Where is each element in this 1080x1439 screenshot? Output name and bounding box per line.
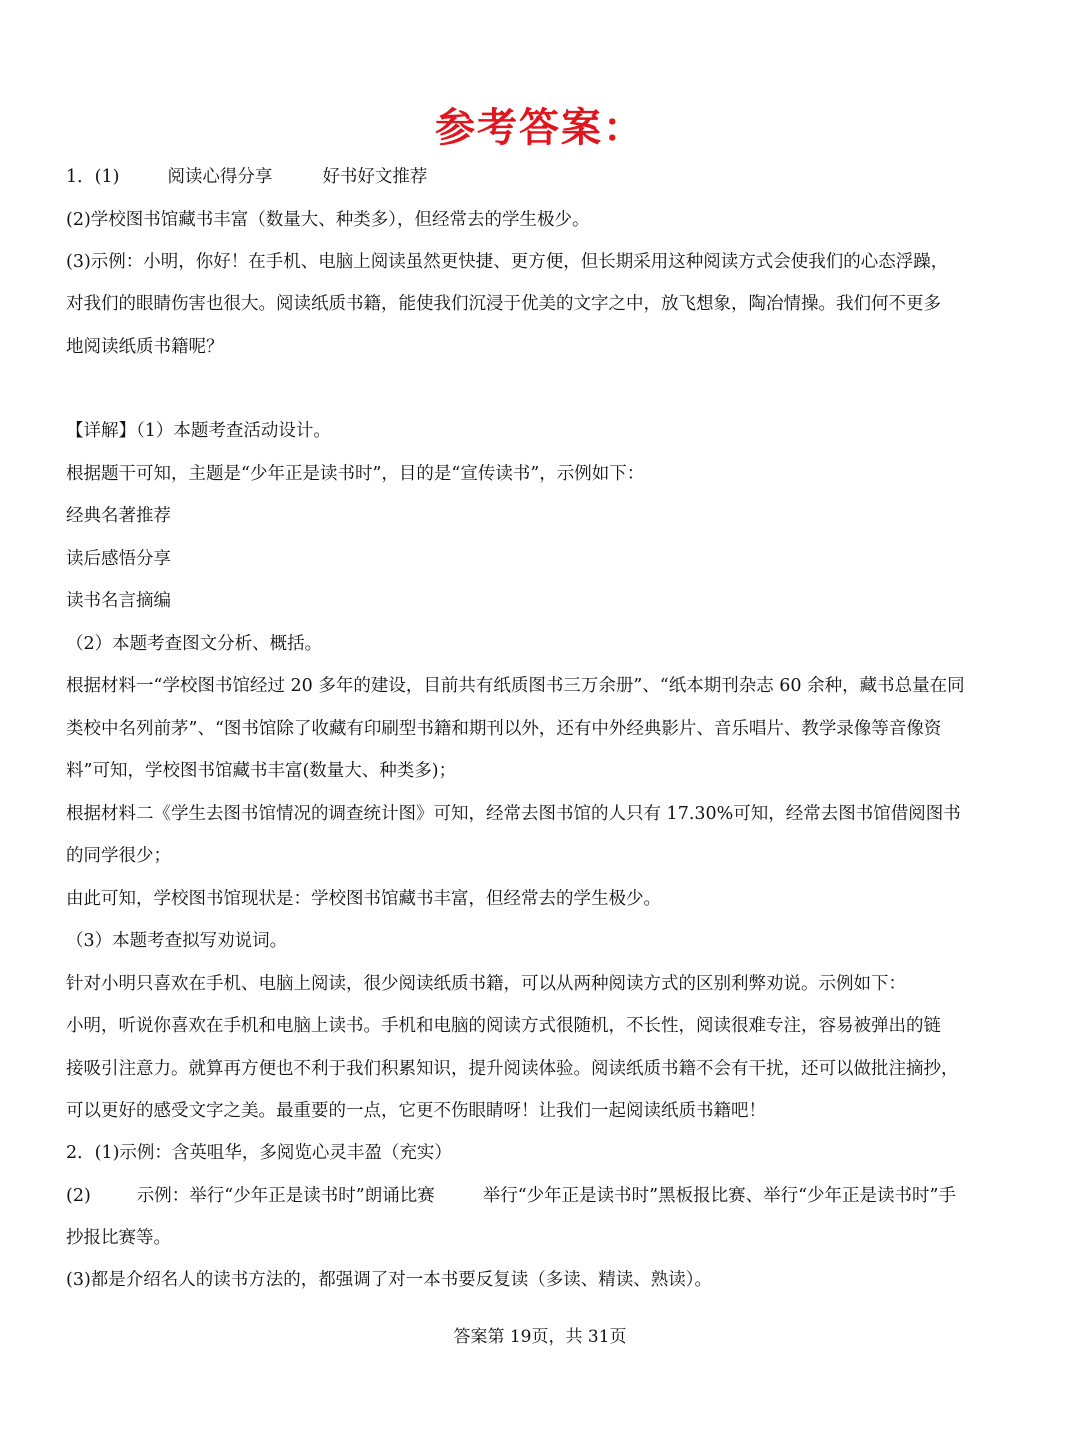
q1-number: 1．(1) — [66, 167, 120, 187]
page-title: 参考答案： — [435, 104, 645, 151]
page-footer: 答案第 19页，共 31页 — [453, 1327, 627, 1347]
detail-line-9: 料”可知，学校图书馆藏书丰富(数量大、种类多)； — [66, 761, 457, 781]
q1-part3-line-3: 地阅读纸质书籍呢？ — [66, 337, 224, 357]
detail-line-12: 由此可知，学校图书馆现状是：学校图书馆藏书丰富，但经常去的学生极少。 — [66, 889, 661, 909]
detail-line-10: 根据材料二《学生去图书馆情况的调查统计图》可知，经常去图书馆的人只有 17.30%可知，经常去图书馆借阅图书 — [66, 804, 961, 824]
detail-line-16: 接吸引注意力。就算再方便也不利于我们积累知识，提升阅读体验。阅读纸质书籍不会有干扰，还可以做批注摘抄， — [66, 1059, 959, 1079]
q2-part2-answer-a: 示例：举行“少年正是读书时”朗诵比赛 — [136, 1186, 435, 1206]
detail-line-15: 小明，听说你喜欢在手机和电脑上读书。手机和电脑的阅读方式很随机，不长性，阅读很难专注，容易被弹出的链 — [66, 1016, 941, 1036]
q1-part3-line-1: (3)示例：小明，你好！在手机、电脑上阅读虽然更快捷、更方便，但长期采用这种阅读方式会使我们的心态浮躁， — [66, 252, 949, 272]
detail-line-11: 的同学很少； — [66, 846, 171, 866]
q2-part3-line: (3)都是介绍名人的读书方法的，都强调了对一本书要反复读（多读、精读、熟读）。 — [66, 1270, 713, 1290]
q2-part1-line: 2．(1)示例：含英咀华，多阅览心灵丰盈（充实） — [66, 1143, 452, 1163]
q2-part2-answer-b: 举行“少年正是读书时”黑板报比赛、举行“少年正是读书时”手 — [482, 1186, 956, 1206]
q1-part3-line-2: 对我们的眼睛伤害也很大。阅读纸质书籍，能使我们沉浸于优美的文字之中，放飞想象，陶冶情操。我们何不更多 — [66, 294, 941, 314]
q1-part1-line — [66, 163, 1020, 191]
detail-line-14: 针对小明只喜欢在手机、电脑上阅读，很少阅读纸质书籍，可以从两种阅读方式的区别利弊劝说。示例如下： — [66, 974, 906, 994]
detail-line-3: 经典名著推荐 — [66, 506, 171, 526]
detail-line-8: 类校中名列前茅”、“图书馆除了收藏有印刷型书籍和期刊以外，还有中外经典影片、音乐唱片、教学录像等音像资 — [66, 719, 942, 739]
q1-answer-a: 阅读心得分享 — [167, 167, 273, 187]
detail-line-1: 【详解】（1）本题考查活动设计。 — [66, 421, 331, 441]
q1-part2-line: (2)学校图书馆藏书丰富（数量大、种类多），但经常去的学生极少。 — [66, 210, 590, 230]
detail-line-2: 根据题干可知，主题是“少年正是读书时”，目的是“宣传读书”，示例如下： — [66, 464, 645, 484]
detail-line-6: （2）本题考查图文分析、概括。 — [66, 634, 323, 654]
detail-line-7: 根据材料一“学校图书馆经过 20 多年的建设，目前共有纸质图书三万余册”、“纸本期刊杂志 60 余种，藏书总量在同 — [66, 676, 965, 696]
q2-part2-line-2: 抄报比赛等。 — [66, 1228, 171, 1248]
detail-line-17: 可以更好的感受文字之美。最重要的一点，它更不伤眼睛呀！让我们一起阅读纸质书籍吧！ — [66, 1101, 766, 1121]
q1-answer-b: 好书好文推荐 — [322, 167, 428, 187]
q2-part2-number: (2) — [66, 1186, 91, 1206]
detail-line-13: （3）本题考查拟写劝说词。 — [66, 931, 288, 951]
detail-line-5: 读书名言摘编 — [66, 591, 171, 611]
q2-part2-line-1 — [66, 1182, 1020, 1210]
detail-line-4: 读后感悟分享 — [66, 549, 171, 569]
